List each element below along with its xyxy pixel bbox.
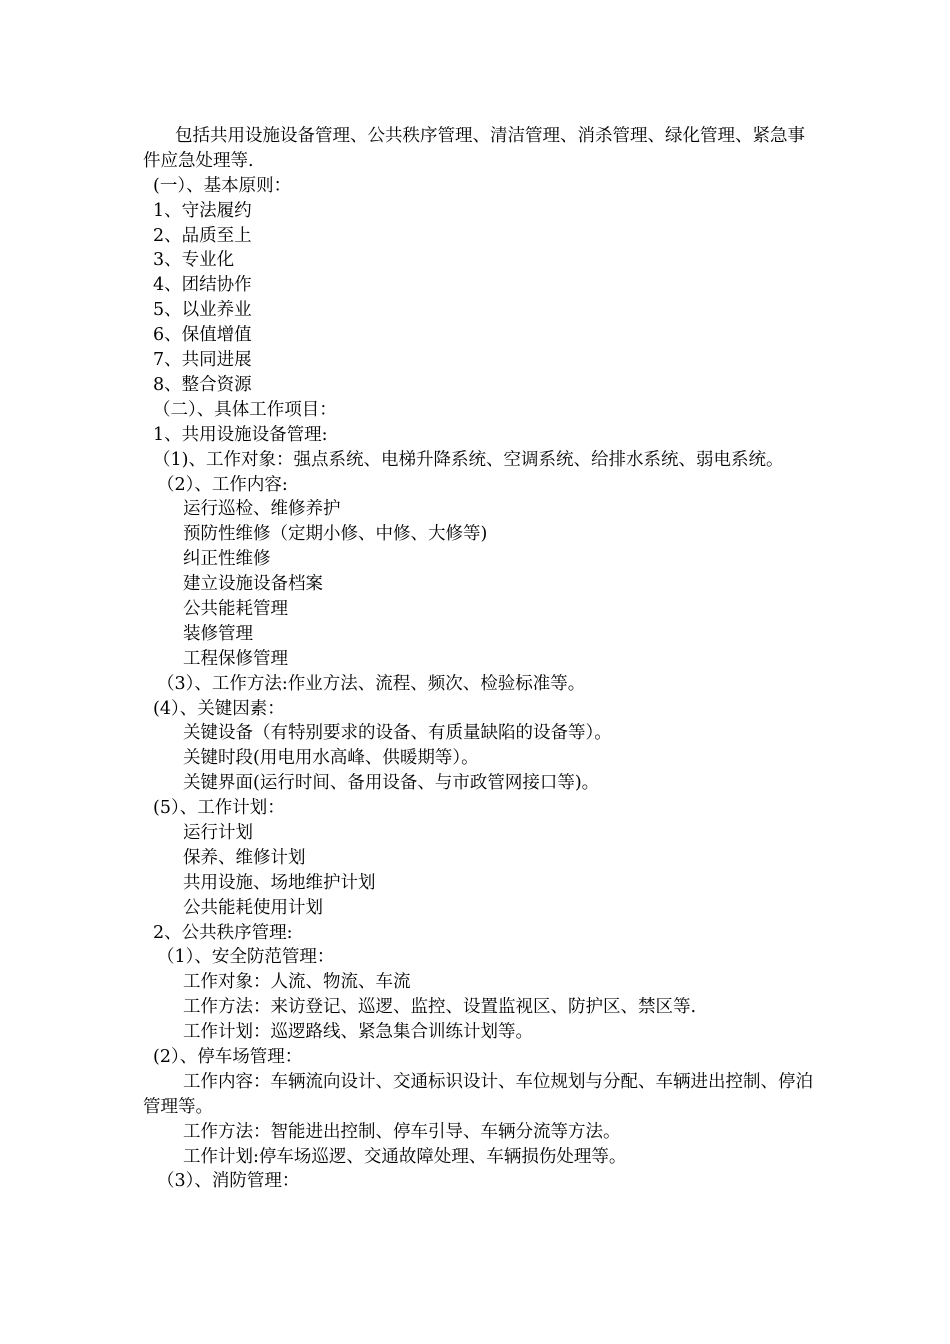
- facilities-content-item: 建立设施设备档案: [183, 574, 323, 595]
- facilities-plan-item: 共用设施、场地维护计划: [183, 872, 376, 893]
- part-title-facilities: 1、共用设施设备管理:: [153, 424, 328, 445]
- facilities-key-heading: (4）、关键因素：: [153, 698, 285, 719]
- facilities-content-item: 运行巡检、维修养护: [183, 499, 341, 520]
- security-item: 工作计划：巡逻路线、紧急集合训练计划等。: [183, 1022, 533, 1043]
- facilities-content-heading: （2）、工作内容:: [157, 474, 288, 495]
- principle-item: 5、以业养业: [153, 300, 252, 321]
- facilities-key-item: 关键界面(运行时间、备用设备、与市政管网接口等)。: [183, 773, 600, 794]
- facilities-key-item: 关键设备（有特别要求的设备、有质量缺陷的设备等）。: [183, 723, 612, 744]
- facilities-objects-text: （1)、工作对象：强点系统、电梯升降系统、空调系统、给排水系统、弱电系统。: [153, 449, 784, 470]
- facilities-content-item: 装修管理: [183, 623, 253, 644]
- fire-heading: （3）、消防管理：: [157, 1171, 300, 1192]
- facilities-content-item: 预防性维修（定期小修、中修、大修等): [183, 524, 488, 545]
- principle-item: 8、整合资源: [153, 374, 252, 395]
- principle-item: 1、守法履约: [153, 200, 252, 221]
- facilities-plan-item: 公共能耗使用计划: [183, 897, 323, 918]
- facilities-content-item: 工程保修管理: [183, 648, 288, 669]
- section-heading-principles: (一）、基本原则：: [153, 175, 292, 196]
- facilities-content-item: 纠正性维修: [183, 549, 271, 570]
- section-heading-work-items: （二）、具体工作项目：: [153, 399, 337, 420]
- principle-item: 7、共同进展: [153, 350, 252, 371]
- security-item: 工作对象：人流、物流、车流: [183, 972, 411, 993]
- facilities-methods: （3）、工作方法:作业方法、流程、频次、检验标准等。: [157, 673, 586, 694]
- part-title-public-order: 2、公共秩序管理:: [153, 922, 293, 943]
- facilities-plan-heading: (5）、工作计划：: [153, 798, 285, 819]
- parking-content: 工作内容：车辆流向设计、交通标识设计、车位规划与分配、车辆进出控制、停泊管理等。: [143, 1071, 813, 1117]
- principle-item: 6、保值增值: [153, 325, 252, 346]
- facilities-plan-item: 运行计划: [183, 822, 253, 843]
- principle-item: 3、专业化: [153, 250, 235, 271]
- parking-item: 工作方法：智能进出控制、停车引导、车辆分流等方法。: [183, 1121, 621, 1142]
- facilities-key-item: 关键时段(用电用水高峰、供暖期等）。: [183, 748, 479, 769]
- parking-item: 工作计划:停车场巡逻、交通故障处理、车辆损伤处理等。: [183, 1146, 627, 1167]
- security-item: 工作方法：来访登记、巡逻、监控、设置监视区、防护区、禁区等.: [183, 997, 697, 1018]
- facilities-objects: [143, 448, 813, 473]
- parking-heading: (2）、停车场管理：: [153, 1047, 303, 1067]
- facilities-content-item: 公共能耗管理: [183, 598, 288, 619]
- principle-item: 4、团结协作: [153, 275, 252, 296]
- document-body: [143, 124, 813, 1194]
- facilities-plan-item: 保养、维修计划: [183, 847, 306, 868]
- principle-item: 2、品质至上: [153, 225, 252, 246]
- security-heading: （1）、安全防范管理：: [157, 947, 335, 968]
- intro-paragraph: 包括共用设施设备管理、公共秩序管理、清洁管理、消杀管理、绿化管理、紧急事件应急处理等.: [143, 126, 805, 171]
